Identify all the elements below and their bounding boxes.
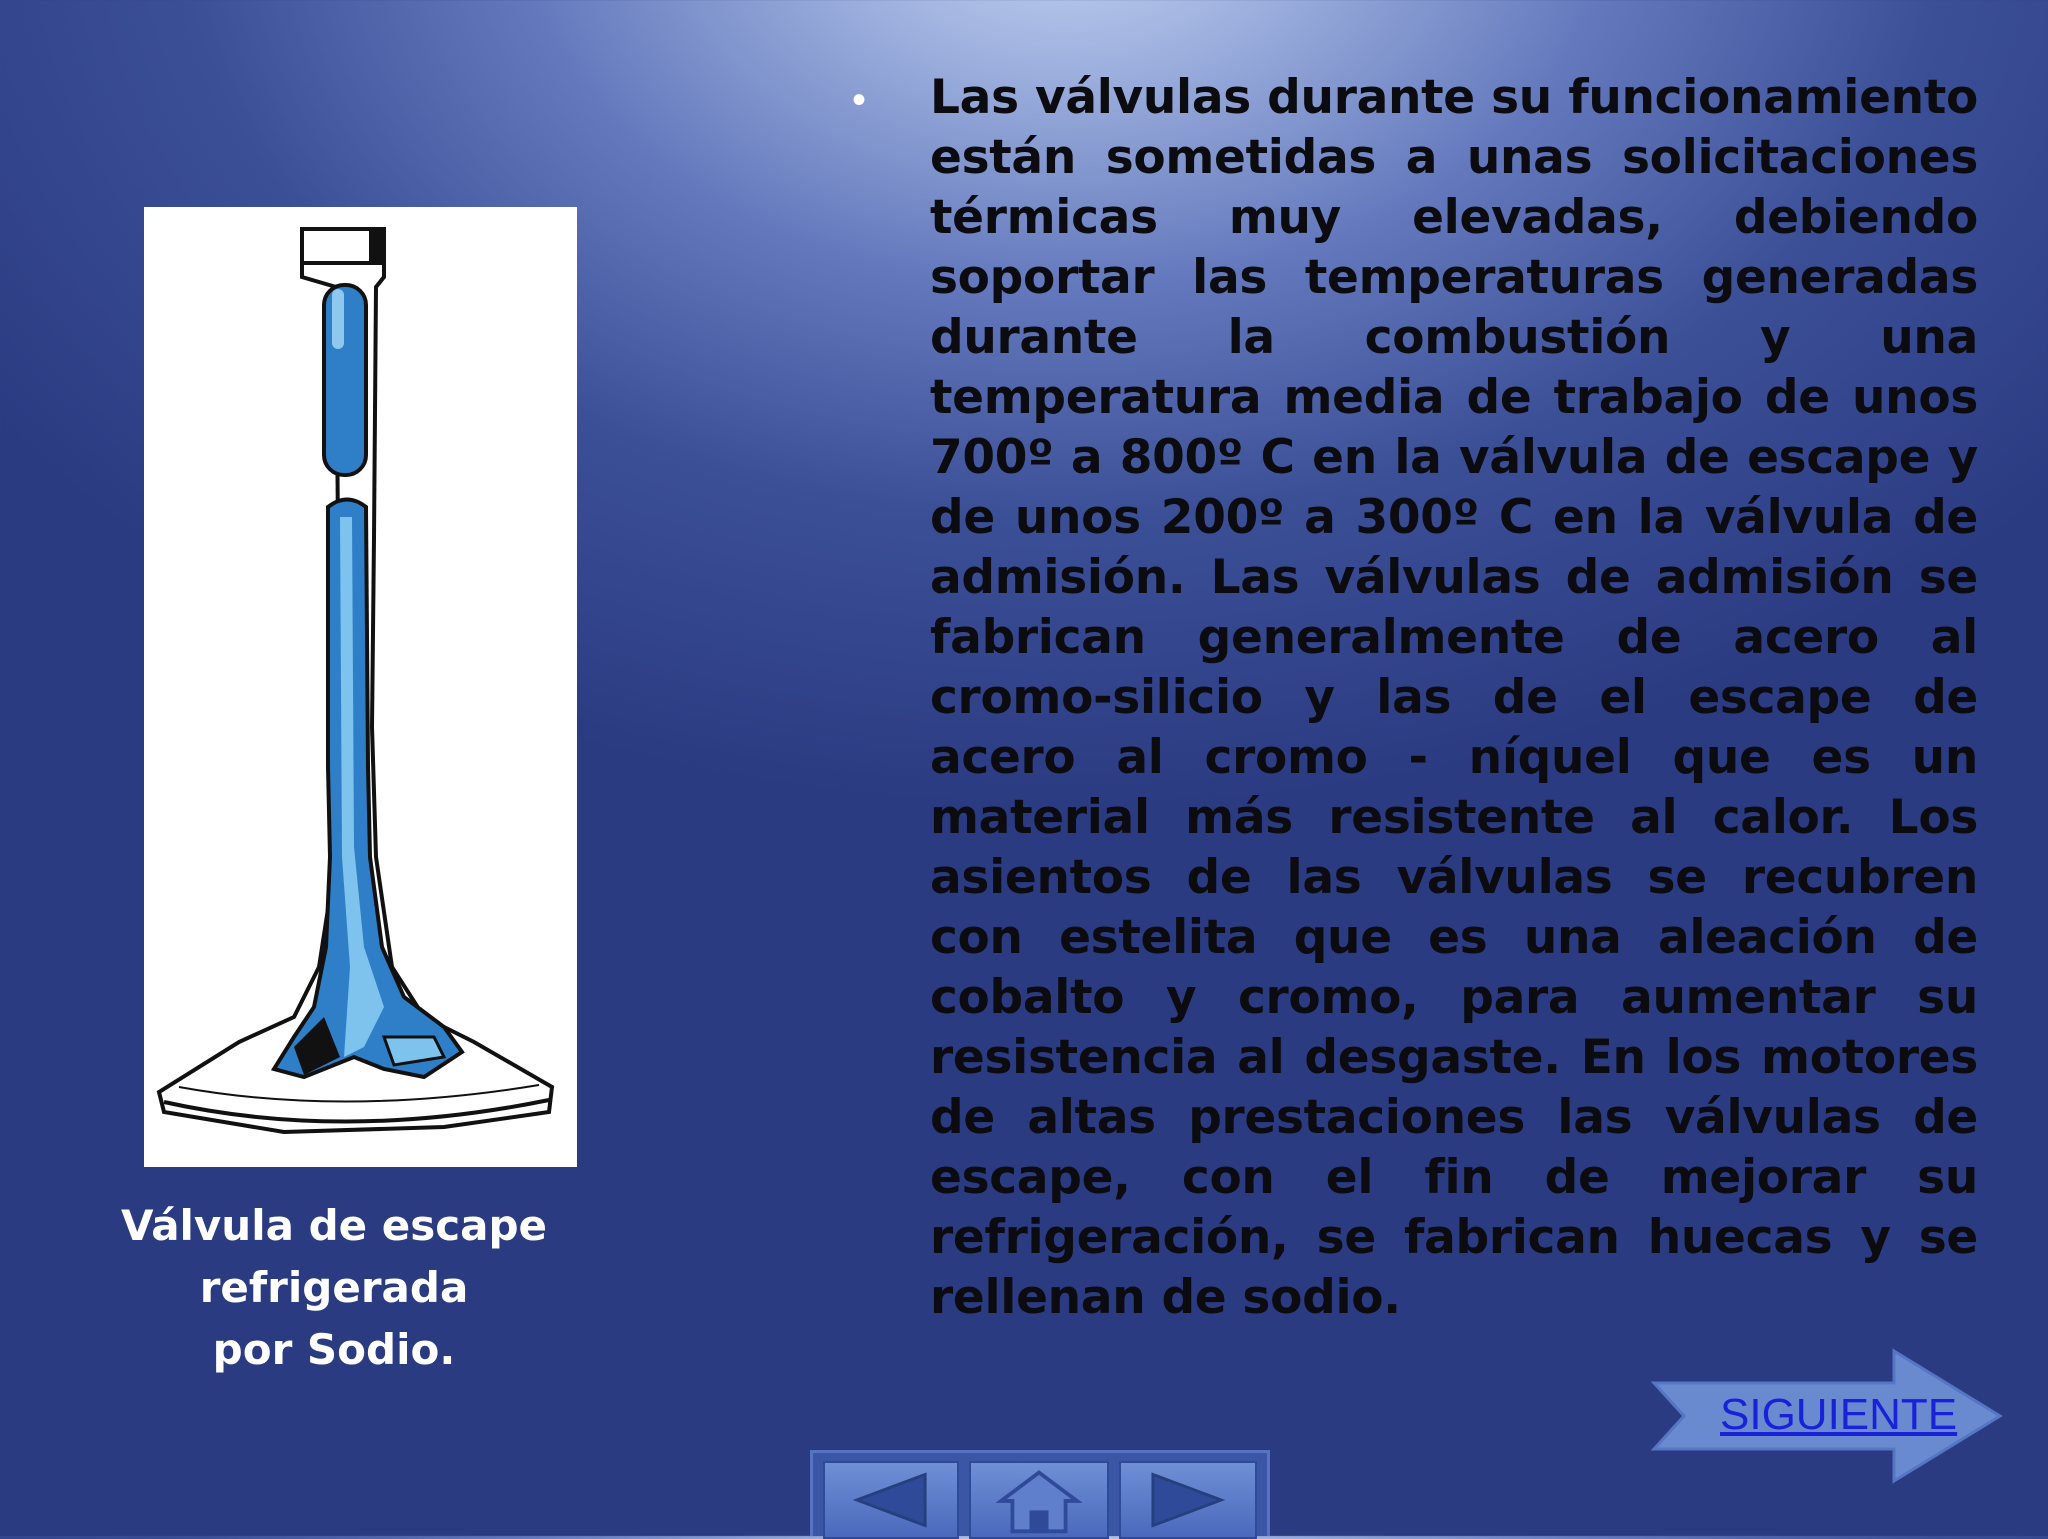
caption-line-1: Válvula de escape refrigerada [120,1201,548,1312]
sodium-valve-image [144,207,577,1167]
left-triangle-icon [825,1463,957,1537]
body-paragraph: Las válvulas durante su funcionamiento están sometidas a unas solicitaciones térmicas muy elevadas, debiendo soportar las temperaturas generadas durante la combustión y una temperatura media de trabajo de unos 700º a 800º C en la válvula de escape y de unos 200º a 300º C en la válvula de admisión. Las válvulas de admisión se fabrican generalmente de acero al cromo-silicio y las de el escape de acero al cromo - níquel que es un material más resistente al calor. Los asientos de las válvulas se recubren con estelita que es una aleación de cobalto y cromo, para aumentar su resistencia al desgaste. En los motores de altas prestaciones las válvulas de escape, con el fin de mejorar su refrigeración, se fabrican huecas y se rellenan de sodio. [930,70,1978,1325]
image-caption [0,1195,668,1381]
caption-line-2: por Sodio. [212,1325,456,1374]
next-slide-button[interactable] [1119,1461,1257,1539]
right-triangle-icon [1121,1463,1255,1537]
siguiente-button[interactable] [1650,1347,2006,1485]
bullet-marker: • [852,78,867,122]
home-icon [971,1463,1107,1537]
previous-slide-button[interactable] [823,1461,959,1539]
siguiente-link[interactable]: SIGUIENTE [1720,1390,1958,1439]
navigation-bar [810,1450,1270,1536]
home-button[interactable] [969,1461,1109,1539]
